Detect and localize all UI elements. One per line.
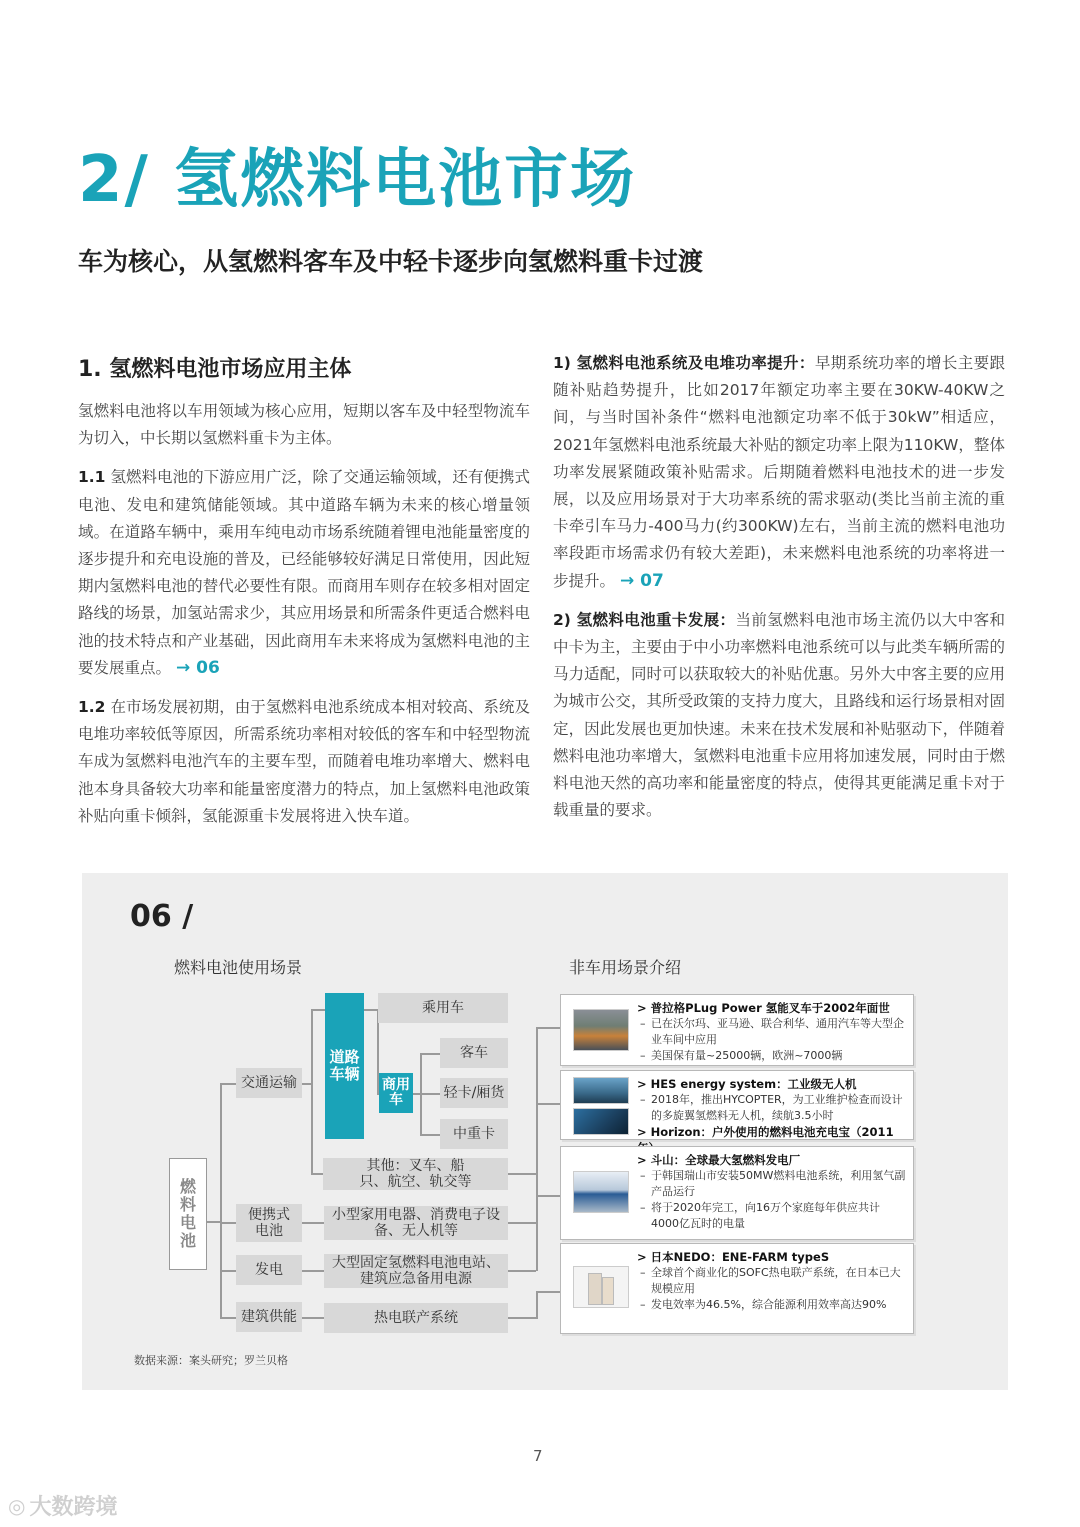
connector-line	[420, 1053, 440, 1055]
paragraph-1-1	[78, 464, 530, 682]
fuel-cell-plant-photo-icon	[573, 1171, 629, 1213]
connector-line	[311, 1173, 323, 1175]
scenario-card-hes-energy	[560, 1070, 914, 1140]
light-truck-node: 轻卡/厢货	[440, 1078, 508, 1108]
paragraph-text: 早期系统功率的增长主要跟随补贴趋势提升，比如2017年额定功率主要在30KW-40KW之间，与当时国补条件“燃料电池额定功率不低于30kW”相适应，2021年氢燃料电池系统最大补贴的额定功率上限为110KW，整体功率发展紧随政策补贴需求。后期随着燃料电池技术的进一步发展，以及应用场景对于大功率系统的需求驱动(类比当前主流的重卡牵引车马力-400马力(约300KW)左右，当前主流的燃料电池功率段距市场需求仍有较大差距)，未来燃料电池系统的功率将进一步提升。	[553, 354, 1005, 590]
paragraph-number: 1.1	[78, 468, 106, 487]
heavy-truck-node: 中重卡	[440, 1119, 508, 1149]
root-label: 燃料电池	[179, 1177, 196, 1250]
paragraph-heavy-truck	[553, 607, 1005, 825]
connector-line	[536, 1195, 560, 1197]
card-text	[637, 1152, 907, 1232]
paragraph-text: 当前氢燃料电池市场主流仍以大中客和中卡为主，主要由于中小功率燃料电池系统可以与此类车辆所需的马力适配，同时可以获取较大的补贴优惠。另外大中客主要的应用为城市公交，其所受政策的支持力度大，且路线和运行场景相对固定，因此发展也更加快速。未来在技术发展和补贴驱动下，伴随着燃料电池功率增大，氢燃料电池重卡应用将加速发展，同时由于燃料电池天然的高功率和能量密度的特点，使得其更能满足重卡对于载重量的要求。	[553, 610, 1005, 820]
connector-line	[536, 1027, 560, 1029]
right-column	[553, 350, 1005, 836]
card-item: – 全球首个商业化的SOFC热电联产系统，在日本已大规模应用	[637, 1265, 907, 1297]
card-heading: > HES energy system：工业级无人机	[637, 1077, 857, 1091]
page-subtitle: 车为核心，从氢燃料客车及中轻卡逐步向氢燃料重卡过渡	[78, 247, 704, 276]
passenger-car-node: 乘用车	[378, 993, 508, 1023]
category-building: 建筑供能	[236, 1302, 302, 1332]
connector-line	[536, 1291, 538, 1319]
figure-ref-07-link[interactable]: → 07	[619, 570, 664, 591]
commercial-vehicle-node: 商用车	[379, 1073, 413, 1113]
card-item: – 美国保有量~25000辆，欧洲~7000辆	[637, 1048, 907, 1064]
ene-farm-unit-shape	[602, 1277, 614, 1305]
connector-line	[311, 1009, 325, 1011]
connector-line	[508, 1270, 536, 1272]
card-heading: > 斗山：全球最大氢燃料发电厂	[637, 1153, 801, 1167]
scenario-card-nedo	[560, 1243, 914, 1334]
card-heading: > 日本NEDO：ENE-FARM typeS	[637, 1250, 830, 1264]
paragraph-text: 氢燃料电池的下游应用广泛，除了交通运输领域，还有便携式电池、发电和建筑储能领域。其中道路车辆为未来的核心增量领域。在道路车辆中，乘用车纯电动市场系统随着锂电池能量密度的逐步提升和充电设施的普及，已经能够较好满足日常使用，因此短期内氢燃料电池的替代必要性有限。而商用车则存在较多相对固定路线的场景，加氢站需求少，其应用场景和所需条件更适合燃料电池的技术特点和产业基础，因此商用车未来将成为氢燃料电池的主要发展重点。	[78, 468, 530, 677]
card-text	[637, 1249, 907, 1313]
watermark-text: 大数跨境	[29, 1495, 118, 1520]
other-transport-node: 其他：叉车、船只、航空、轨交等	[323, 1158, 508, 1190]
card-item: – 已在沃尔玛、亚马逊、联合利华、通用汽车等大型企业车间中应用	[637, 1016, 907, 1048]
connector-line	[311, 1009, 313, 1174]
card-item: – 发电效率为46.5%，综合能源利用效率高达90%	[637, 1297, 907, 1313]
paragraph-power	[553, 350, 1005, 595]
ene-farm-unit-shape	[588, 1273, 602, 1305]
connector-line	[508, 1222, 536, 1224]
category-transport: 交通运输	[236, 1068, 302, 1098]
intro-paragraph: 氢燃料电池将以车用领域为核心应用，短期以客车及中轻型物流车为切入，中长期以氢燃料重卡为主体。	[78, 402, 530, 448]
category-power: 发电	[236, 1255, 302, 1285]
bus-node: 客车	[440, 1038, 508, 1068]
connector-line	[508, 1173, 536, 1175]
paragraph-text: 在市场发展初期，由于氢燃料电池系统成本相对较高、系统及电堆功率较低等原因，所需系统功率相对较低的客车和中轻型物流车成为氢燃料电池汽车的主要车型，而随着电堆功率增大、燃料电池本身具备较大功率和能量密度潜力的特点，加上氢燃料电池政策补贴向重卡倾斜，氢能源重卡发展将进入快车道。	[78, 698, 530, 825]
connector-line	[536, 1103, 560, 1105]
connector-line	[302, 1222, 324, 1224]
connector-line	[420, 1134, 440, 1136]
connector-line	[302, 1270, 324, 1272]
connector-line	[220, 1083, 236, 1085]
figure-number: 06 /	[130, 899, 194, 934]
figure-source: 数据来源：案头研究；罗兰贝格	[134, 1354, 288, 1367]
connector-line	[536, 1291, 560, 1293]
card-heading: > 普拉格PLug Power 氢能叉车于2002年面世	[637, 1001, 890, 1015]
connector-line	[220, 1083, 222, 1318]
category-portable: 便携式电池	[236, 1204, 302, 1242]
figure-left-title: 燃料电池使用场景	[174, 958, 303, 977]
card-heading: > Horizon：户外使用的燃料电池充电宝（2011	[637, 1125, 894, 1139]
page-title: 2/ 氢燃料电池市场	[78, 143, 637, 217]
card-text	[637, 1076, 907, 1156]
section-heading: 1. 氢燃料电池市场应用主体	[78, 357, 352, 382]
watermark-logo-icon: ◎	[8, 1493, 26, 1518]
power-detail-node: 大型固定氢燃料电池电站、建筑应急备用电源	[324, 1254, 508, 1288]
building-detail-node: 热电联产系统	[324, 1303, 508, 1333]
power-bank-photo-icon	[573, 1108, 629, 1135]
watermark	[8, 1490, 117, 1521]
portable-detail-node: 小型家用电器、消费电子设备、无人机等	[324, 1206, 508, 1240]
forklift-photo-icon	[573, 1009, 629, 1051]
figure-right-title: 非车用场景介绍	[569, 958, 682, 977]
connector-line	[302, 1317, 324, 1319]
connector-line	[508, 1317, 536, 1319]
paragraph-heading: 2) 氢燃料电池重卡发展：	[553, 610, 736, 629]
left-column	[78, 350, 530, 842]
page-number: 7	[533, 1447, 543, 1465]
connector-line	[220, 1222, 236, 1224]
card-item: – 于韩国瑞山市安装50MW燃料电池系统，利用氢气副产品运行	[637, 1168, 907, 1200]
paragraph-heading: 1) 氢燃料电池系统及电堆功率提升：	[553, 354, 815, 372]
drone-photo-icon	[573, 1077, 629, 1104]
root-fuel-cell-node	[169, 1158, 207, 1270]
paragraph-1-2	[78, 694, 530, 830]
scenario-card-doosan	[560, 1146, 914, 1240]
scenario-card-plug-power	[560, 994, 914, 1066]
card-item: – 2018年，推出HYCOPTER，为工业维护检查而设计的多旋翼氢燃料无人机，续航3.5小时	[637, 1092, 907, 1124]
connector-line	[536, 1195, 538, 1271]
connector-line	[207, 1221, 221, 1223]
connector-line	[220, 1317, 236, 1319]
connector-line	[364, 1009, 378, 1011]
ene-farm-unit-photo-icon	[573, 1266, 629, 1308]
road-vehicle-node: 道路车辆	[325, 993, 364, 1139]
connector-line	[220, 1270, 236, 1272]
card-text	[637, 1000, 907, 1064]
figure-06	[82, 873, 1008, 1390]
card-item: – 将于2020年完工，向16万个家庭每年供应共计4000亿瓦时的电量	[637, 1200, 907, 1232]
figure-ref-06-link[interactable]: → 06	[175, 657, 220, 678]
connector-line	[420, 1093, 440, 1095]
paragraph-number: 1.2	[78, 698, 106, 717]
